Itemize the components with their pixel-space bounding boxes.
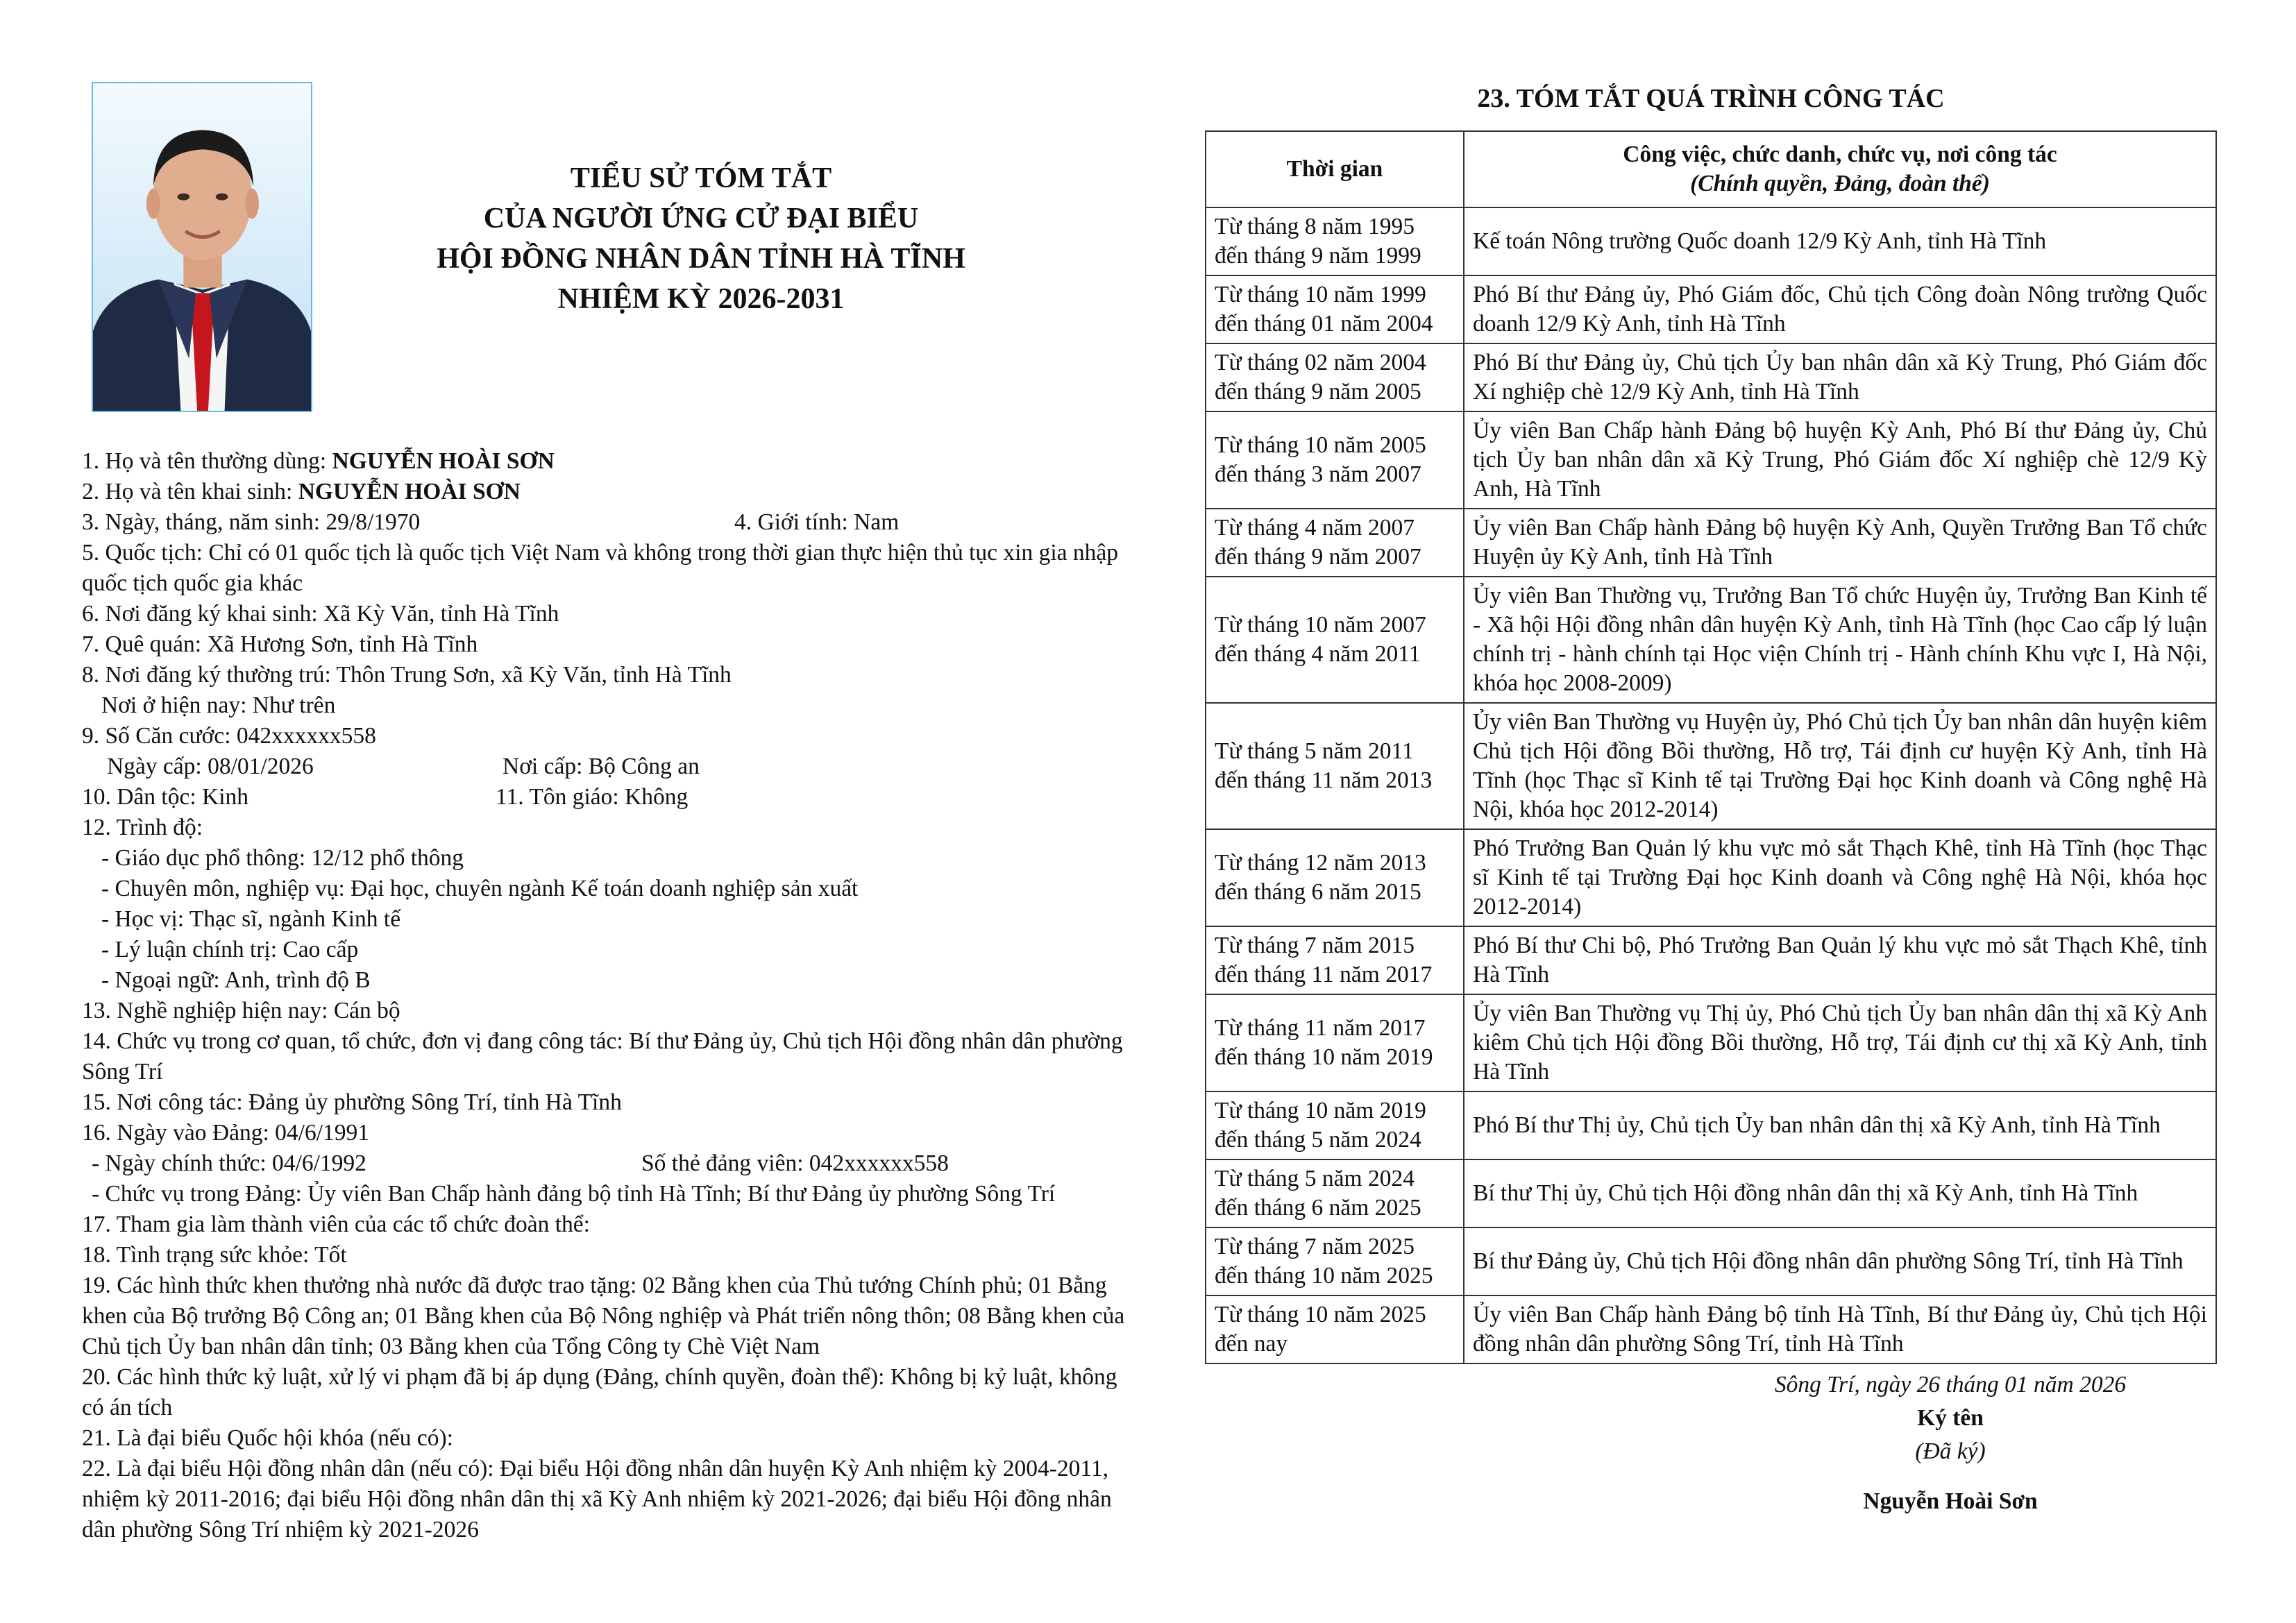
period-from: Từ tháng 10 năm 2007 — [1215, 612, 1426, 638]
bio-item-14: 14. Chức vụ trong cơ quan, tổ chức, đơn vị đang công tác: Bí thư Đảng ủy, Chủ tịch Hội đồng nhân dân phường Sông Trí — [82, 1028, 1123, 1085]
period-from: Từ tháng 8 năm 1995 — [1215, 214, 1415, 239]
bio-item-18: 18. Tình trạng sức khỏe: Tốt — [82, 1242, 347, 1268]
period-cell — [1206, 207, 1464, 275]
bio-item-12b: - Chuyên môn, nghiệp vụ: Đại học, chuyên ngành Kế toán doanh nghiệp sản xuất — [101, 876, 859, 901]
bio-item-8: 8. Nơi đăng ký thường trú: Thôn Trung Sơn, xã Kỳ Văn, tỉnh Hà Tĩnh — [82, 662, 732, 688]
bio-item-2: 2. Họ và tên khai sinh: NGUYỄN HOÀI SƠN — [82, 479, 521, 504]
period-to: đến tháng 6 năm 2025 — [1215, 1195, 1421, 1221]
career-table-header — [1206, 131, 2216, 207]
job-description: Ủy viên Ban Thường vụ, Trưởng Ban Tổ chức Huyện ủy, Trưởng Ban Kinh tế - Xã hội Hội đồng nhân dân huyện Kỳ Anh, tỉnh Hà Tĩnh (học Cao cấp lý luận chính trị - hành chính tại Học viện Chính trị - Hành chính Khu vực I, Hà Nội, khóa học 2008-2009) — [1464, 577, 2216, 703]
bio-item-12e: - Ngoại ngữ: Anh, trình độ B — [101, 967, 371, 993]
bio-item-12a: - Giáo dục phổ thông: 12/12 phổ thông — [101, 845, 464, 871]
bio-item-6: 6. Nơi đăng ký khai sinh: Xã Kỳ Văn, tỉnh Hà Tĩnh — [82, 601, 559, 627]
period-from: Từ tháng 4 năm 2007 — [1215, 515, 1415, 541]
period-cell — [1206, 1295, 1464, 1363]
job-description: Ủy viên Ban Chấp hành Đảng bộ tỉnh Hà Tĩnh, Bí thư Đảng ủy, Chủ tịch Hội đồng nhân dân phường Sông Trí, tỉnh Hà Tĩnh — [1464, 1295, 2216, 1363]
column-header-job-line2: (Chính quyền, Đảng, đoàn thể) — [1690, 171, 1990, 196]
bio-item-19: 19. Các hình thức khen thưởng nhà nước đã được trao tặng: 02 Bằng khen của Thủ tướng Chính phủ; 01 Bằng khen của Bộ trưởng Bộ Công an; 01 Bằng khen của Bộ Nông nghiệp và Phát triển nông thôn; 08 Bằng khen của Chủ tịch Ủy ban nhân dân tỉnh; 03 Bằng khen của Tổng Công ty Chè Việt Nam — [82, 1273, 1125, 1359]
bio-item-12d: - Lý luận chính trị: Cao cấp — [101, 937, 359, 962]
period-to: đến tháng 9 năm 1999 — [1215, 243, 1421, 269]
period-to: đến tháng 4 năm 2011 — [1215, 641, 1421, 667]
table-row — [1206, 275, 2216, 343]
period-to: đến tháng 11 năm 2013 — [1215, 767, 1433, 793]
period-cell — [1206, 343, 1464, 411]
column-header-job-line1: Công việc, chức danh, chức vụ, nơi công tác — [1623, 142, 2057, 167]
table-row — [1206, 411, 2216, 509]
candidate-photo — [92, 82, 312, 412]
period-cell — [1206, 509, 1464, 577]
job-description: Phó Bí thư Chi bộ, Phó Trưởng Ban Quản lý khu vực mỏ sắt Thạch Khê, tỉnh Hà Tĩnh — [1464, 926, 2216, 994]
bio-item-9-issue — [82, 751, 1130, 782]
career-table-body — [1206, 207, 2216, 1363]
table-row — [1206, 829, 2216, 926]
signature-block — [1687, 1368, 2214, 1518]
period-cell — [1206, 994, 1464, 1091]
portrait-icon — [93, 83, 311, 411]
bio-item-10-11 — [82, 782, 1130, 813]
column-header-job — [1464, 131, 2216, 207]
bio-item-3-4 — [82, 507, 1130, 538]
period-from: Từ tháng 11 năm 2017 — [1215, 1015, 1426, 1041]
table-row — [1206, 509, 2216, 577]
job-description: Bí thư Thị ủy, Chủ tịch Hội đồng nhân dân thị xã Kỳ Anh, tỉnh Hà Tĩnh — [1464, 1159, 2216, 1227]
period-from: Từ tháng 5 năm 2011 — [1215, 738, 1414, 764]
job-description: Bí thư Đảng ủy, Chủ tịch Hội đồng nhân dân phường Sông Trí, tỉnh Hà Tĩnh — [1464, 1227, 2216, 1295]
bio-item-21: 21. Là đại biểu Quốc hội khóa (nếu có): — [82, 1425, 453, 1451]
period-cell — [1206, 926, 1464, 994]
bio-item-4: 4. Giới tính: Nam — [734, 509, 900, 535]
sign-label: Ký tên — [1917, 1405, 1984, 1431]
issue-date: Ngày cấp: 08/01/2026 — [107, 754, 314, 779]
job-description: Phó Bí thư Đảng ủy, Phó Giám đốc, Chủ tịch Công đoàn Nông trường Quốc doanh 12/9 Kỳ Anh, tỉnh Hà Tĩnh — [1464, 275, 2216, 343]
period-cell — [1206, 1227, 1464, 1295]
table-row — [1206, 1091, 2216, 1159]
biography — [82, 446, 1130, 1545]
period-cell — [1206, 411, 1464, 509]
bio-item-16a-row — [82, 1148, 1130, 1179]
job-description: Ủy viên Ban Thường vụ Huyện ủy, Phó Chủ tịch Ủy ban nhân dân huyện kiêm Chủ tịch Hội đồng Bồi thường, Hỗ trợ, Tái định cư huyện Kỳ Anh, tỉnh Hà Tĩnh (học Thạc sĩ Kinh tế tại Trường Đại học Kinh doanh và Công nghệ Hà Nội, khóa học 2012-2014) — [1464, 703, 2216, 829]
period-to: đến nay — [1215, 1331, 1288, 1357]
bio-item-3: 3. Ngày, tháng, năm sinh: 29/8/1970 — [82, 509, 421, 535]
period-to: đến tháng 3 năm 2007 — [1215, 461, 1421, 487]
period-to: đến tháng 9 năm 2007 — [1215, 544, 1421, 570]
period-cell — [1206, 275, 1464, 343]
place-date: Sông Trí, ngày 26 tháng 01 năm 2026 — [1774, 1372, 2127, 1397]
table-row — [1206, 994, 2216, 1091]
period-to: đến tháng 11 năm 2017 — [1215, 962, 1433, 987]
party-card-number: Số thẻ đảng viên: 042xxxxxx558 — [641, 1150, 949, 1176]
table-row — [1206, 343, 2216, 411]
job-description: Kế toán Nông trường Quốc doanh 12/9 Kỳ Anh, tỉnh Hà Tĩnh — [1464, 207, 2216, 275]
issue-place: Nơi cấp: Bộ Công an — [503, 754, 700, 779]
bio-item-9: 9. Số Căn cước: 042xxxxxx558 — [82, 723, 376, 749]
table-row — [1206, 926, 2216, 994]
job-description: Ủy viên Ban Chấp hành Đảng bộ huyện Kỳ Anh, Quyền Trưởng Ban Tổ chức Huyện ủy Kỳ Anh, tỉnh Hà Tĩnh — [1464, 509, 2216, 577]
bio-item-12c: - Học vị: Thạc sĩ, ngành Kinh tế — [101, 906, 401, 932]
bio-item-17: 17. Tham gia làm thành viên của các tổ chức đoàn thể: — [82, 1212, 590, 1237]
job-description: Phó Bí thư Đảng ủy, Chủ tịch Ủy ban nhân dân xã Kỳ Trung, Phó Giám đốc Xí nghiệp chè 12/9 Kỳ Anh, tỉnh Hà Tĩnh — [1464, 343, 2216, 411]
period-from: Từ tháng 10 năm 2005 — [1215, 432, 1426, 458]
header-line-4: NHIỆM KỲ 2026-2031 — [557, 283, 845, 315]
header-line-3: HỘI ĐỒNG NHÂN DÂN TỈNH HÀ TĨNH — [437, 243, 965, 275]
bio-item-22: 22. Là đại biểu Hội đồng nhân dân (nếu có): Đại biểu Hội đồng nhân dân huyện Kỳ Anh nhiệm kỳ 2004-2011, nhiệm kỳ 2011-2016; đại biểu Hội đồng nhân dân thị xã Kỳ Anh nhiệm kỳ 2021-2026; đại biểu Hội đồng nhân dân phường Sông Trí nhiệm kỳ 2021-2026 — [82, 1456, 1112, 1543]
bio-item-16b: - Chức vụ trong Đảng: Ủy viên Ban Chấp hành đảng bộ tỉnh Hà Tĩnh; Bí thư Đảng ủy phường Sông Trí — [92, 1181, 1056, 1207]
period-cell — [1206, 1159, 1464, 1227]
signed-note: (Đã ký) — [1915, 1438, 1986, 1464]
common-name: NGUYỄN HOÀI SƠN — [332, 448, 555, 474]
table-row — [1206, 1295, 2216, 1363]
period-cell — [1206, 703, 1464, 829]
signer-name: Nguyễn Hoài Sơn — [1863, 1488, 2038, 1514]
job-description: Phó Bí thư Thị ủy, Chủ tịch Ủy ban nhân dân thị xã Kỳ Anh, tỉnh Hà Tĩnh — [1464, 1091, 2216, 1159]
bio-item-8b: Nơi ở hiện nay: Như trên — [101, 692, 336, 718]
job-description: Ủy viên Ban Chấp hành Đảng bộ huyện Kỳ Anh, Phó Bí thư Đảng ủy, Chủ tịch Ủy ban nhân dân xã Kỳ Trung, Phó Giám đốc Xí nghiệp chè 12/9 Kỳ Anh, Hà Tĩnh — [1464, 411, 2216, 509]
column-header-time: Thời gian — [1206, 131, 1464, 207]
bio-item-12: 12. Trình độ: — [82, 815, 203, 840]
period-to: đến tháng 01 năm 2004 — [1215, 311, 1433, 337]
bio-item-1: 1. Họ và tên thường dùng: NGUYỄN HOÀI SƠN — [82, 448, 555, 474]
document-header — [361, 158, 1041, 319]
table-row — [1206, 703, 2216, 829]
period-from: Từ tháng 10 năm 1999 — [1215, 282, 1426, 307]
period-cell — [1206, 577, 1464, 703]
bio-item-15: 15. Nơi công tác: Đảng ủy phường Sông Trí, tỉnh Hà Tĩnh — [82, 1089, 622, 1115]
period-to: đến tháng 10 năm 2019 — [1215, 1044, 1433, 1070]
period-from: Từ tháng 5 năm 2024 — [1215, 1166, 1415, 1191]
table-row — [1206, 577, 2216, 703]
bio-item-16: 16. Ngày vào Đảng: 04/6/1991 — [82, 1120, 370, 1146]
job-description: Ủy viên Ban Thường vụ Thị ủy, Phó Chủ tịch Ủy ban nhân dân thị xã Kỳ Anh kiêm Chủ tịch Hội đồng Bồi thường, Hỗ trợ, Tái định cư thị xã Kỳ Anh, tỉnh Hà Tĩnh — [1464, 994, 2216, 1091]
header-line-2: CỦA NGƯỜI ỨNG CỬ ĐẠI BIỂU — [483, 203, 919, 235]
bio-item-5: 5. Quốc tịch: Chỉ có 01 quốc tịch là quốc tịch Việt Nam và không trong thời gian thực hiện thủ tục xin gia nhập quốc tịch quốc gia khác — [82, 540, 1118, 596]
period-to: đến tháng 9 năm 2005 — [1215, 379, 1421, 405]
period-from: Từ tháng 7 năm 2025 — [1215, 1234, 1415, 1259]
bio-item-13: 13. Nghề nghiệp hiện nay: Cán bộ — [82, 998, 400, 1023]
bio-item-11: 11. Tôn giáo: Không — [496, 784, 689, 810]
period-to: đến tháng 6 năm 2015 — [1215, 879, 1421, 905]
job-description: Phó Trưởng Ban Quản lý khu vực mỏ sắt Thạch Khê, tỉnh Hà Tĩnh (học Thạc sĩ Kinh tế tại Trường Đại học Kinh doanh và Công nghệ Hà Nội, khóa học 2012-2014) — [1464, 829, 2216, 926]
period-from: Từ tháng 12 năm 2013 — [1215, 850, 1426, 876]
table-row — [1206, 1159, 2216, 1227]
period-from: Từ tháng 10 năm 2025 — [1215, 1302, 1426, 1327]
header-line-1: TIỂU SỬ TÓM TẮT — [570, 162, 832, 194]
table-row — [1206, 1227, 2216, 1295]
birth-name: NGUYỄN HOÀI SƠN — [298, 479, 521, 504]
period-from: Từ tháng 10 năm 2019 — [1215, 1098, 1426, 1123]
period-to: đến tháng 10 năm 2025 — [1215, 1263, 1433, 1289]
bio-item-20: 20. Các hình thức kỷ luật, xử lý vi phạm đã bị áp dụng (Đảng, chính quyền, đoàn thể): Không bị kỷ luật, không có án tích — [82, 1364, 1117, 1420]
career-table — [1205, 130, 2217, 1364]
period-from: Từ tháng 7 năm 2015 — [1215, 933, 1415, 958]
career-title: 23. TÓM TẮT QUÁ TRÌNH CÔNG TÁC — [1477, 84, 1945, 113]
period-to: đến tháng 5 năm 2024 — [1215, 1127, 1421, 1153]
period-cell — [1206, 1091, 1464, 1159]
period-from: Từ tháng 02 năm 2004 — [1215, 350, 1426, 375]
table-row — [1206, 207, 2216, 275]
bio-item-7: 7. Quê quán: Xã Hương Sơn, tỉnh Hà Tĩnh — [82, 631, 478, 657]
bio-item-16a: - Ngày chính thức: 04/6/1992 — [92, 1150, 366, 1176]
period-cell — [1206, 829, 1464, 926]
bio-item-10: 10. Dân tộc: Kinh — [82, 784, 249, 810]
